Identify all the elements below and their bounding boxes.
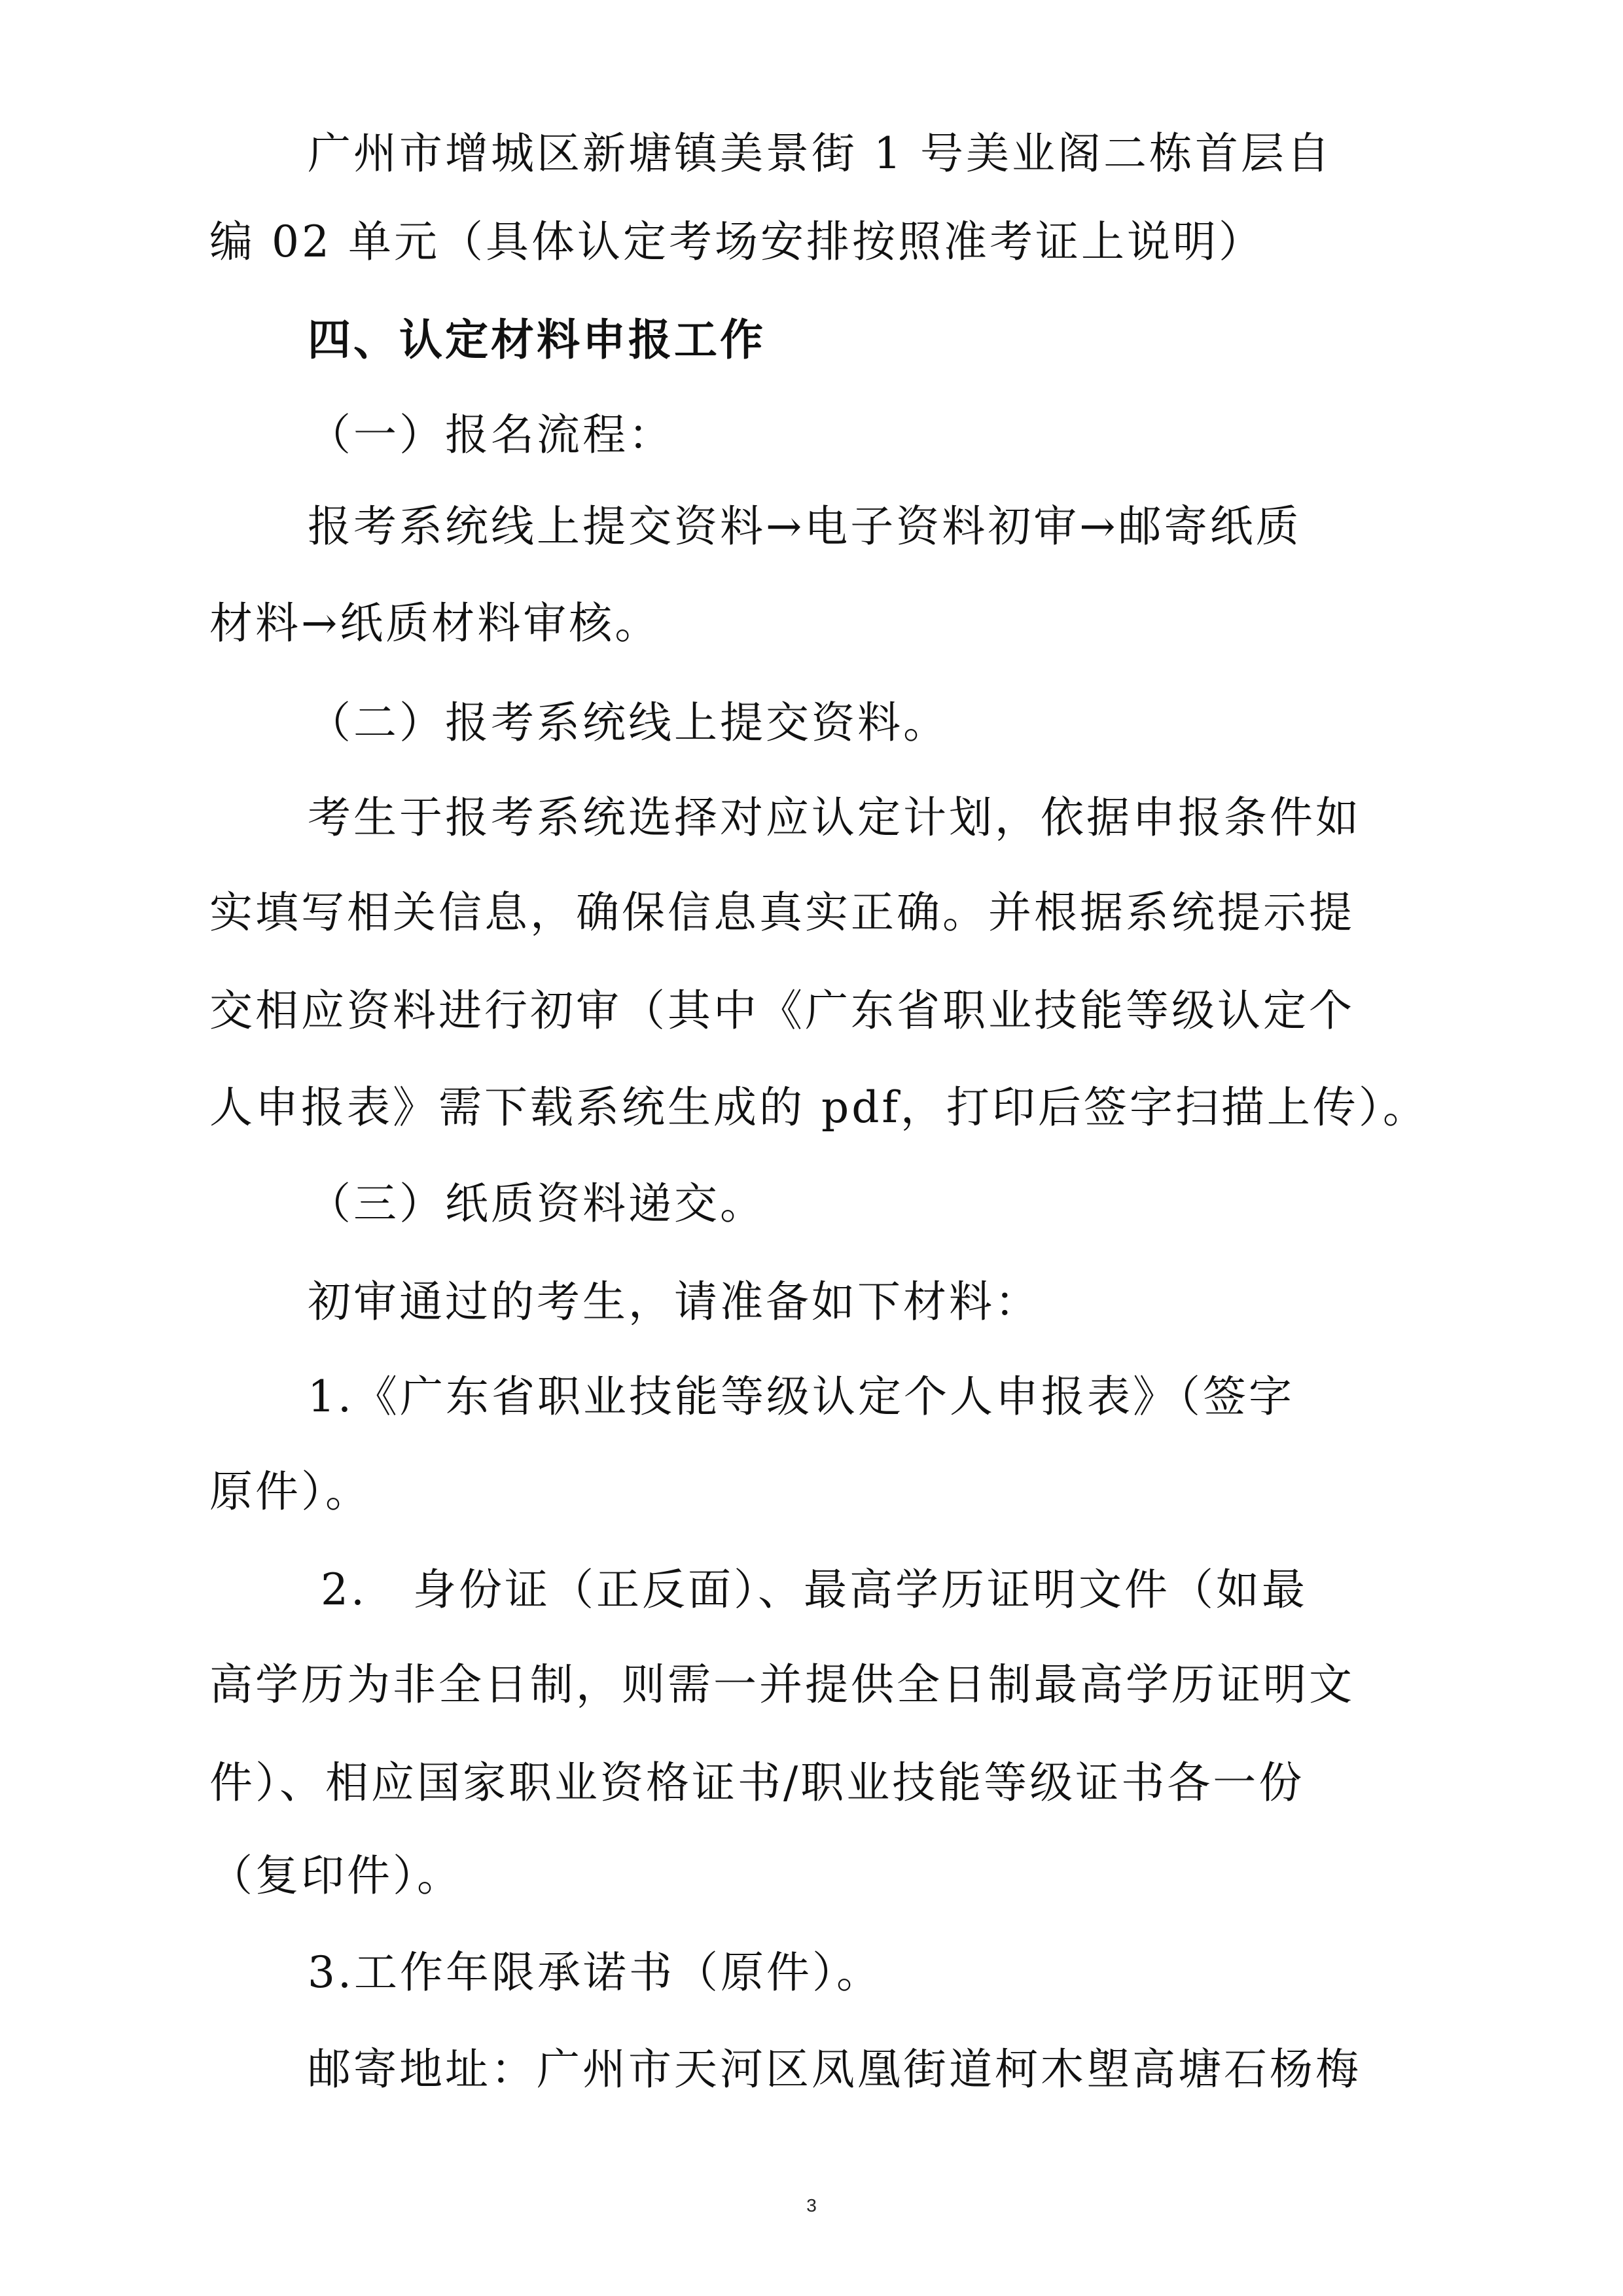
subsection-heading: （一）报名流程： xyxy=(308,410,674,460)
paragraph-line: 人申报表》需下载系统生成的 pdf，打印后签字扫描上传）。 xyxy=(209,1082,1429,1133)
subsection-heading: （三）纸质资料递交。 xyxy=(308,1178,766,1229)
paragraph-line: 考生于报考系统选择对应认定计划，依据申报条件如 xyxy=(308,792,1361,843)
list-item: 3.工作年限承诺书（原件）。 xyxy=(308,1947,882,1998)
list-item-continuation: 原件）。 xyxy=(209,1466,371,1517)
paragraph-line: 广州市增城区新塘镇美景街 1 号美业阁二栋首层自 xyxy=(308,128,1332,179)
page-number: 3 xyxy=(806,2195,817,2216)
list-item: 2. 身份证（正反面）、最高学历证明文件（如最 xyxy=(321,1564,1308,1615)
paragraph-line: 交相应资料进行初审（其中《广东省职业技能等级认定个 xyxy=(209,985,1355,1036)
list-item-continuation: 件）、相应国家职业资格证书/职业技能等级证书各一份 xyxy=(209,1757,1305,1808)
subsection-heading: （二）报考系统线上提交资料。 xyxy=(308,698,949,748)
paragraph-line: 初审通过的考生，请准备如下材料： xyxy=(308,1277,1041,1327)
list-item-continuation: （复印件）。 xyxy=(209,1850,463,1901)
paragraph-line: 材料→纸质材料审核。 xyxy=(209,598,661,648)
paragraph-line: 报考系统线上提交资料→电子资料初审→邮寄纸质 xyxy=(308,501,1302,552)
mailing-address-line: 邮寄地址：广州市天河区凤凰街道柯木塱高塘石杨梅 xyxy=(308,2044,1361,2094)
paragraph-line: 实填写相关信息，确保信息真实正确。并根据系统提示提 xyxy=(209,887,1355,938)
paragraph-line: 编 02 单元（具体认定考场安排按照准考证上说明） xyxy=(209,217,1264,267)
section-heading: 四、认定材料申报工作 xyxy=(308,315,766,365)
list-item: 1.《广东省职业技能等级认定个人申报表》（签字 xyxy=(308,1371,1294,1422)
list-item-continuation: 高学历为非全日制，则需一并提供全日制最高学历证明文 xyxy=(209,1659,1355,1710)
